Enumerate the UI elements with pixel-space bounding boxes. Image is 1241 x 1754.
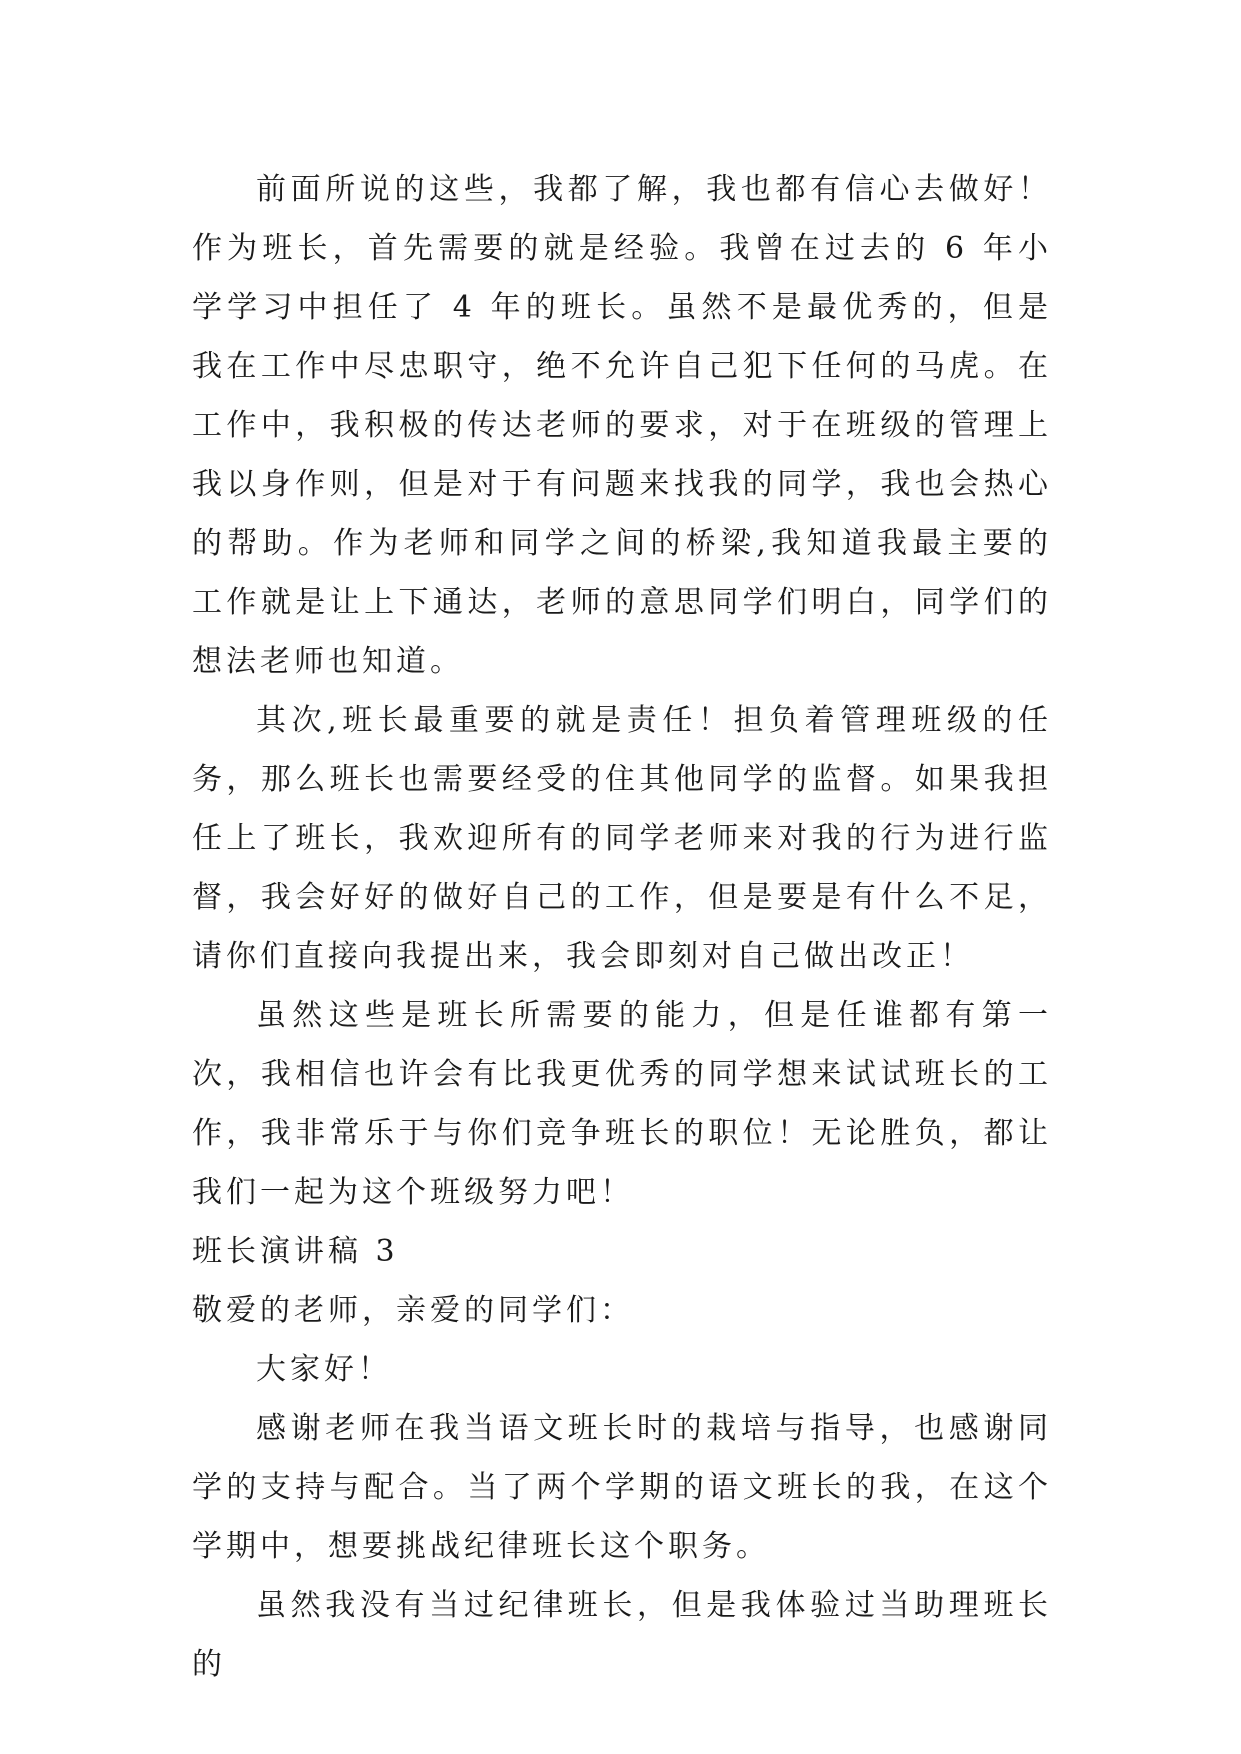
paragraph-experience: 前面所说的这些，我都了解，我也都有信心去做好！作为班长，首先需要的就是经验。我曾在过去的 6 年小学学习中担任了 4 年的班长。虽然不是最优秀的，但是我在工作中尽忠职守，绝不允许自己犯下任何的马虎。在工作中，我积极的传达老师的要求，对于在班级的管理上我以身作则，但是对于有问题来找我的同学，我也会热心的帮助。作为老师和同学之间的桥梁,我知道我最主要的工作就是让上下通达，老师的意思同学们明白，同学们的想法老师也知道。 <box>192 172 1052 679</box>
salutation: 敬爱的老师，亲爱的同学们： <box>192 1293 634 1328</box>
greeting: 大家好！ <box>256 1352 392 1387</box>
section-title: 班长演讲稿 3 <box>192 1234 399 1269</box>
document-body <box>192 160 1052 1694</box>
paragraph-responsibility: 其次,班长最重要的就是责任！担负着管理班级的任务，那么班长也需要经受的住其他同学的监督。如果我担任上了班长，我欢迎所有的同学老师来对我的行为进行监督，我会好好的做好自己的工作，但是要是有什么不足，请你们直接向我提出来，我会即刻对自己做出改正！ <box>192 703 1052 974</box>
paragraph-thanks: 感谢老师在我当语文班长时的栽培与指导，也感谢同学的支持与配合。当了两个学期的语文班长的我，在这个学期中，想要挑战纪律班长这个职务。 <box>192 1411 1052 1564</box>
paragraph-discipline-monitor: 虽然我没有当过纪律班长，但是我体验过当助理班长的 <box>192 1588 1052 1682</box>
paragraph-competition: 虽然这些是班长所需要的能力，但是任谁都有第一次，我相信也许会有比我更优秀的同学想来试试班长的工作，我非常乐于与你们竞争班长的职位！无论胜负，都让我们一起为这个班级努力吧！ <box>192 998 1052 1210</box>
